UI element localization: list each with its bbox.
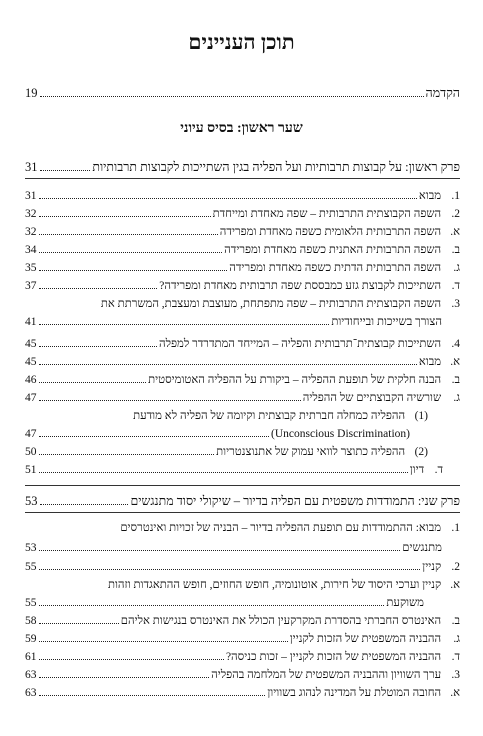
toc-page-number: 58	[25, 615, 37, 627]
dot-leader	[39, 251, 223, 253]
toc-entry-text: קניין	[422, 561, 442, 573]
toc-entry[interactable]	[25, 632, 460, 647]
toc-entry-number: ב.	[451, 374, 460, 386]
toc-entry-text: השתייכות לקבוצת גזע כמבססת שפה תרבותית מאחדת ומפרידה?	[159, 280, 442, 292]
toc-page-number: 34	[25, 244, 37, 256]
toc-entry[interactable]	[25, 409, 428, 424]
dot-leader	[39, 197, 417, 199]
toc-chapter-1[interactable]	[25, 160, 460, 175]
toc-entry-text: ההבניה המשפטית של הזכות לקניין	[289, 633, 442, 645]
dot-leader	[39, 399, 301, 401]
toc-entry-text: קניין וערכי היסוד של חירות, אוטונומיה, חופש החוזים, חופש ההתאגדות וזהות	[107, 579, 442, 591]
toc-page-number: 46	[25, 374, 37, 386]
toc-entry-number: ד.	[451, 280, 460, 292]
toc-page-number: 31	[25, 160, 38, 174]
dot-leader	[39, 676, 210, 678]
toc-entry-continued[interactable]	[25, 315, 442, 330]
toc-entry-number: א.	[450, 226, 460, 238]
toc-entry-text: השתייכות קבוצתית־תרבותית והפליה – המייחד המתדרדר למפלה	[159, 338, 442, 350]
toc-entry-number: ג.	[453, 633, 460, 645]
dot-leader	[39, 323, 330, 325]
toc-entry-text: ההפליה כתוצר לוואי עמוק של אתנוצנטריות	[216, 446, 406, 458]
toc-page-number: 55	[25, 561, 37, 573]
toc-entry-text: מבוא	[418, 356, 442, 368]
toc-entry-text: השפה הקבוצתית התרבותית – שפה מתפתחת, מעוצבת ומעצבת, המשרתת את	[100, 298, 442, 310]
toc-entry[interactable]	[25, 668, 460, 683]
toc-entry-text: השפה התרבותית האתנית כשפה מאחדת ומפרידה	[224, 244, 442, 256]
toc-page-number: 59	[25, 633, 37, 645]
toc-entry-number: 4.	[451, 338, 460, 350]
toc-entry-number: 2.	[451, 208, 460, 220]
toc-page-number: 45	[25, 338, 37, 350]
toc-entry[interactable]	[25, 686, 460, 701]
toc-entry[interactable]	[25, 337, 460, 352]
toc-entry[interactable]	[25, 243, 460, 258]
dot-leader	[40, 503, 129, 505]
dot-leader	[39, 345, 158, 347]
toc-entry[interactable]	[25, 391, 460, 406]
toc-entry-continued[interactable]	[25, 541, 442, 556]
toc-page-number: 50	[25, 446, 37, 458]
toc-page-number: 19	[25, 86, 38, 100]
toc-entry-text: פרק שני: התמודדות משפטית עם הפליה בדיור – שיקולי יסוד מתנגשים	[130, 494, 460, 508]
toc-entry-text: מבוא: ההתמודדות עם תופעת ההפליה בדיור – הבניה של זכויות ואינטרסים	[120, 522, 442, 534]
toc-page-number: 41	[25, 316, 37, 328]
page-title: תוכן העניינים	[188, 30, 295, 54]
toc-entry[interactable]	[25, 279, 460, 294]
dot-leader	[39, 640, 288, 642]
toc-entry-number: ד.	[451, 651, 460, 663]
toc-entry-text: הקדמה	[425, 86, 460, 100]
toc-entry[interactable]	[25, 445, 428, 460]
toc-entry-text: משוקעת	[386, 597, 424, 609]
toc-entry-number: ב.	[451, 615, 460, 627]
toc-page-number: 47	[25, 392, 37, 404]
dot-leader	[39, 269, 228, 271]
toc-entry[interactable]	[25, 521, 460, 536]
toc-entry-text: פרק ראשון: על קבוצות תרבותיות ועל הפליה בגין השתייכות לקבוצות תרבותיות	[92, 160, 460, 174]
dot-leader	[39, 363, 417, 365]
toc-page-number: 47	[25, 428, 37, 440]
toc-entry-text: האינטרס החברתי בהסדרת המקרקעין הכולל את האינטרס בנגישות אליהם	[120, 615, 442, 627]
toc-entry-text: דיון	[409, 464, 425, 476]
toc-page-number: 55	[25, 597, 37, 609]
toc-entry[interactable]	[25, 189, 460, 204]
toc-entry-text: השפה התרבותית הלאומית כשפה מאחדת ומפרידה	[219, 226, 442, 238]
toc-chapter-2[interactable]	[25, 494, 460, 509]
toc-entry-intro[interactable]	[25, 86, 460, 101]
toc-entry[interactable]	[25, 650, 460, 665]
toc-entry-number: א.	[450, 687, 460, 699]
toc-entry-number: 1.	[451, 190, 460, 202]
toc-page-number: 31	[25, 190, 37, 202]
chapter-divider	[25, 512, 460, 513]
dot-leader	[39, 215, 211, 217]
toc-entry-number: ב.	[451, 244, 460, 256]
toc-page-number: 63	[25, 669, 37, 681]
dot-leader	[39, 658, 224, 660]
toc-page-number: 53	[25, 494, 38, 508]
toc-entry-text: הצורך בשייכות ובייחודיות	[331, 316, 442, 328]
toc-entry-number: 3.	[451, 669, 460, 681]
toc-entry-text: (Unconscious Discrimination)	[271, 428, 410, 440]
toc-page-number: 32	[25, 208, 37, 220]
toc-page-number: 37	[25, 280, 37, 292]
toc-entry[interactable]	[25, 261, 460, 276]
chapter-divider	[25, 178, 460, 179]
dot-leader	[40, 95, 424, 97]
toc-entry-number: 2.	[451, 561, 460, 573]
toc-entry[interactable]	[25, 373, 460, 388]
toc-page-number: 32	[25, 226, 37, 238]
toc-page-number: 35	[25, 262, 37, 274]
dot-leader	[39, 622, 119, 624]
toc-page-number: 45	[25, 356, 37, 368]
toc-entry-text: ההבניה המשפטית של הזכות לקניין – זכות כניסה?	[225, 651, 442, 663]
toc-entry[interactable]	[25, 463, 443, 478]
toc-page-number: 61	[25, 651, 37, 663]
toc-entry-text: הבנה חלקית של תופעת ההפליה – ביקורת על ההפליה האטומיסטית	[148, 374, 442, 386]
section-heading: שער ראשון: בסיס עיוני	[180, 121, 303, 136]
toc-entry-number: ג.	[453, 392, 460, 404]
toc-page-number: 63	[25, 687, 37, 699]
dot-leader	[39, 381, 147, 383]
toc-entry-number: 1.	[451, 522, 460, 534]
dot-leader	[39, 604, 385, 606]
toc-entry-number: (1)	[414, 410, 428, 422]
dot-leader	[39, 694, 266, 696]
dot-leader	[39, 435, 270, 437]
dot-leader	[39, 568, 421, 570]
toc-entry-number: א.	[450, 356, 460, 368]
toc-entry-text: ערך השוויון וההבניה המשפטית של המלחמה בהפליה	[211, 669, 442, 681]
toc-entry-text: מבוא	[418, 190, 442, 202]
dot-leader	[39, 233, 218, 235]
toc-entry-number: 3.	[451, 298, 460, 310]
toc-entry-number: (2)	[414, 446, 428, 458]
chapter-divider	[25, 485, 460, 486]
toc-entry-number: ד.	[434, 464, 443, 476]
toc-page-number: 51	[25, 464, 37, 476]
dot-leader	[39, 287, 158, 289]
toc-entry-text: שורשיה הקבוצתיים של ההפליה	[302, 392, 442, 404]
toc-entry[interactable]	[25, 297, 460, 312]
toc-entry-text: החובה המוטלת על המדינה לנהוג בשוויון	[267, 687, 442, 699]
toc-entry[interactable]	[25, 578, 460, 593]
toc-entry[interactable]	[25, 614, 460, 629]
toc-entry-text: ההפליה כמחלה חברתית קבוצתית וקיומה של הפליה לא מודעת	[133, 410, 406, 422]
dot-leader	[39, 549, 401, 551]
toc-entry[interactable]	[25, 355, 460, 370]
dot-leader	[39, 471, 408, 473]
dot-leader	[40, 169, 91, 171]
toc-entry-text: מתנגשים	[402, 542, 442, 554]
toc-entry-text: השפה התרבותית הדתית כשפה מאחדת ומפרידה	[229, 262, 442, 274]
dot-leader	[39, 453, 215, 455]
toc-entry-text: השפה הקבוצתית התרבותית – שפה מאחדת ומייחדת	[212, 208, 442, 220]
toc-entry-continued[interactable]	[25, 427, 410, 442]
toc-entry[interactable]	[25, 225, 460, 240]
toc-entry-number: ג.	[453, 262, 460, 274]
toc-entry[interactable]	[25, 207, 460, 222]
toc-entry-continued[interactable]	[25, 596, 424, 611]
toc-entry[interactable]	[25, 560, 460, 575]
toc-entry-number: א.	[450, 579, 460, 591]
toc-page-number: 53	[25, 542, 37, 554]
